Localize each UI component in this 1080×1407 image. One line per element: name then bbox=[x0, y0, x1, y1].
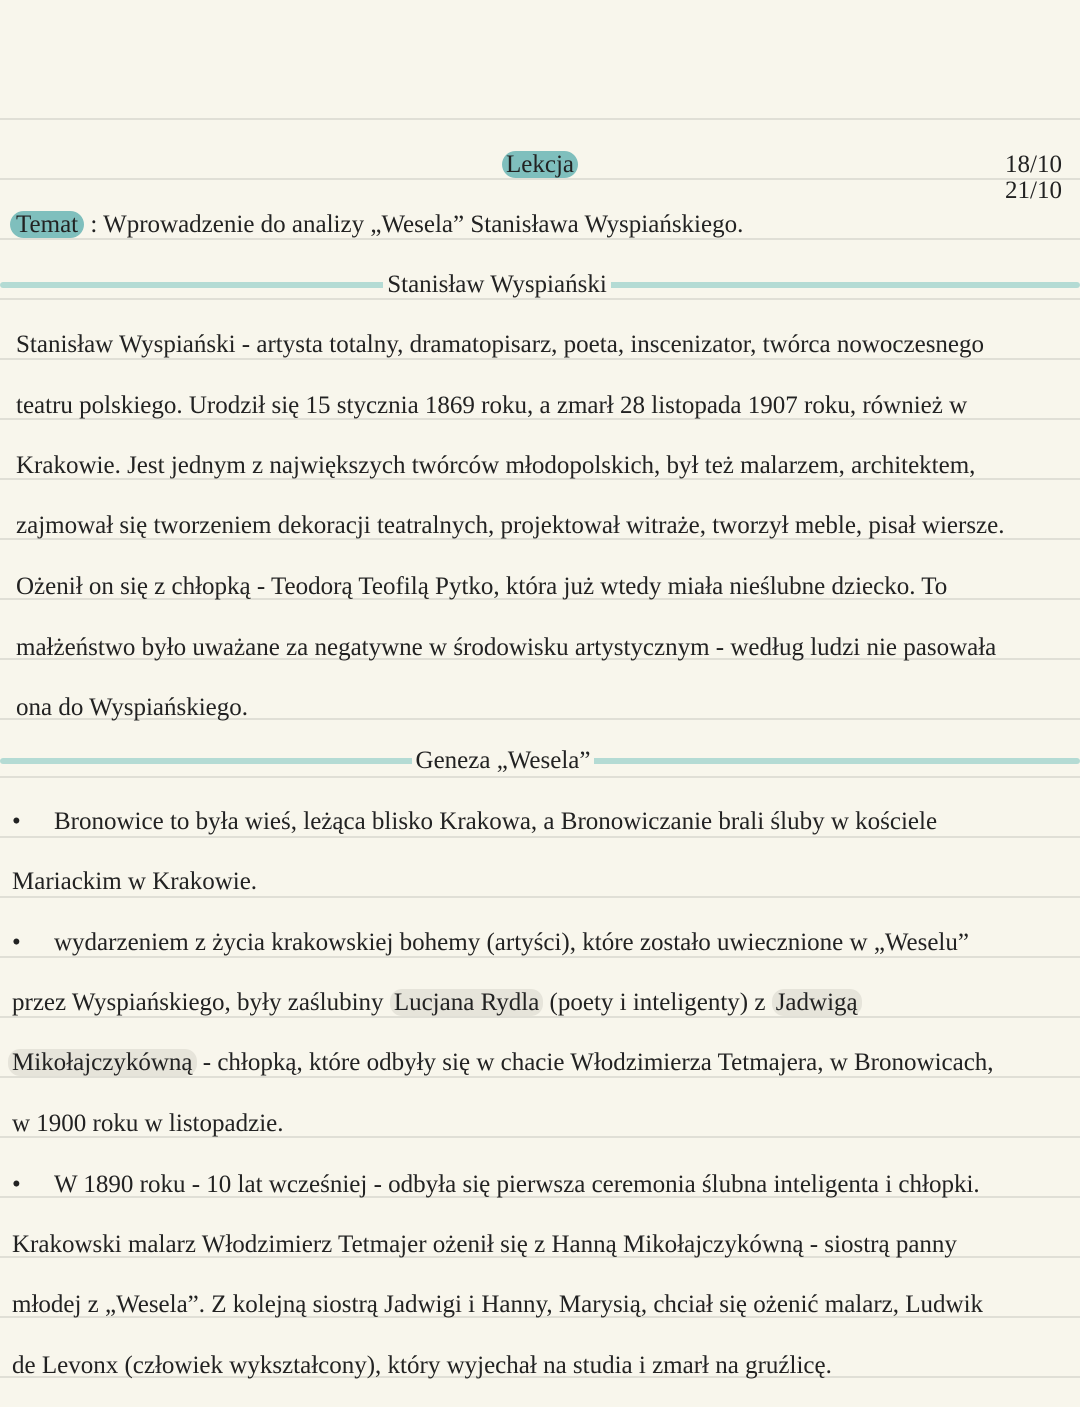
paragraph-line: młodej z „Wesela”. Z kolejną siostrą Jadwigi i Hanny, Marysią, chciał się ożenić malarz, Ludwik bbox=[12, 1291, 984, 1318]
highlight-name: Jadwigą bbox=[772, 989, 862, 1016]
highlight-name: Mikołajczykówną bbox=[8, 1049, 197, 1076]
paragraph-line: de Levonx (człowiek wykształcony), który wyjechał na studia i zmarł na gruźlicę. bbox=[12, 1352, 832, 1379]
bullet-item bbox=[12, 807, 937, 837]
paragraph-line: w 1900 roku w listopadzie. bbox=[12, 1110, 284, 1137]
topic-text: Wprowadzenie do analizy „Wesela” Stanisława Wyspiańskiego. bbox=[97, 211, 744, 238]
paragraph-line: zajmował się tworzeniem dekoracji teatralnych, projektował witraże, tworzył meble, pisał wiersze. bbox=[16, 512, 1005, 539]
paragraph-line: małżeństwo było uważane za negatywne w środowisku artystycznym - według ludzi nie pasowała bbox=[16, 634, 997, 661]
lesson-title bbox=[0, 150, 1080, 180]
paragraph-line: Krakowski malarz Włodzimierz Tetmajer ożenił się z Hanną Mikołajczykówną - siostrą panny bbox=[12, 1231, 957, 1258]
bullet-text: W 1890 roku - 10 lat wcześniej - odbyła się pierwsza ceremonia ślubna inteligenta i chłopki. bbox=[54, 1171, 980, 1198]
lesson-title-text: Lekcja bbox=[502, 151, 578, 178]
paragraph-line: ona do Wyspiańskiego. bbox=[16, 694, 249, 721]
bullet-text: wydarzeniem z życia krakowskiej bohemy (artyści), które zostało uwiecznione w „Weselu” bbox=[54, 929, 969, 956]
text: przez Wyspiańskiego, były zaślubiny bbox=[12, 989, 390, 1016]
paragraph-line: Krakowie. Jest jednym z największych twórców młodopolskich, był też malarzem, architektem, bbox=[16, 452, 976, 479]
date-2: 21/10 bbox=[1005, 177, 1062, 204]
topic-line bbox=[10, 210, 743, 240]
paragraph-line: teatru polskiego. Urodził się 15 stycznia 1869 roku, a zmarł 28 listopada 1907 roku, również w bbox=[16, 392, 968, 419]
rule-line bbox=[0, 118, 1080, 120]
bullet-item bbox=[12, 1170, 980, 1200]
text: (poety i inteligenty) z bbox=[543, 989, 772, 1016]
bullet-icon: • bbox=[12, 1171, 21, 1198]
paragraph-line: Stanisław Wyspiański - artysta totalny, dramatopisarz, poeta, inscenizator, twórca nowoczesnego bbox=[16, 331, 985, 358]
paragraph-line: Mariackim w Krakowie. bbox=[12, 868, 258, 895]
text: - chłopką, które odbyły się w chacie Włodzimierza Tetmajera, w Bronowicach, bbox=[196, 1049, 994, 1076]
rule-line bbox=[0, 776, 1080, 778]
section-heading-geneza bbox=[0, 746, 1043, 776]
date-1: 18/10 bbox=[1005, 151, 1062, 178]
highlight-name: Lucjana Rydla bbox=[390, 989, 543, 1016]
bullet-icon: • bbox=[12, 929, 21, 956]
paragraph-line: Ożenił on się z chłopką - Teodorą Teofilą Pytko, która już wtedy miała nieślubne dziecko. To bbox=[16, 573, 948, 600]
section-heading-wyspianski bbox=[0, 270, 1037, 300]
paragraph-line bbox=[8, 1048, 994, 1078]
section-heading-text: Geneza „Wesela” bbox=[412, 747, 595, 774]
bullet-text: Bronowice to była wieś, leżąca blisko Krakowa, a Bronowiczanie brali śluby w kościele bbox=[54, 808, 938, 835]
topic-separator: : bbox=[84, 211, 98, 238]
topic-label: Temat bbox=[10, 211, 84, 238]
bullet-icon: • bbox=[12, 808, 21, 835]
bullet-item bbox=[12, 928, 969, 958]
section-heading-text: Stanisław Wyspiański bbox=[383, 271, 611, 298]
paragraph-line bbox=[12, 988, 862, 1018]
